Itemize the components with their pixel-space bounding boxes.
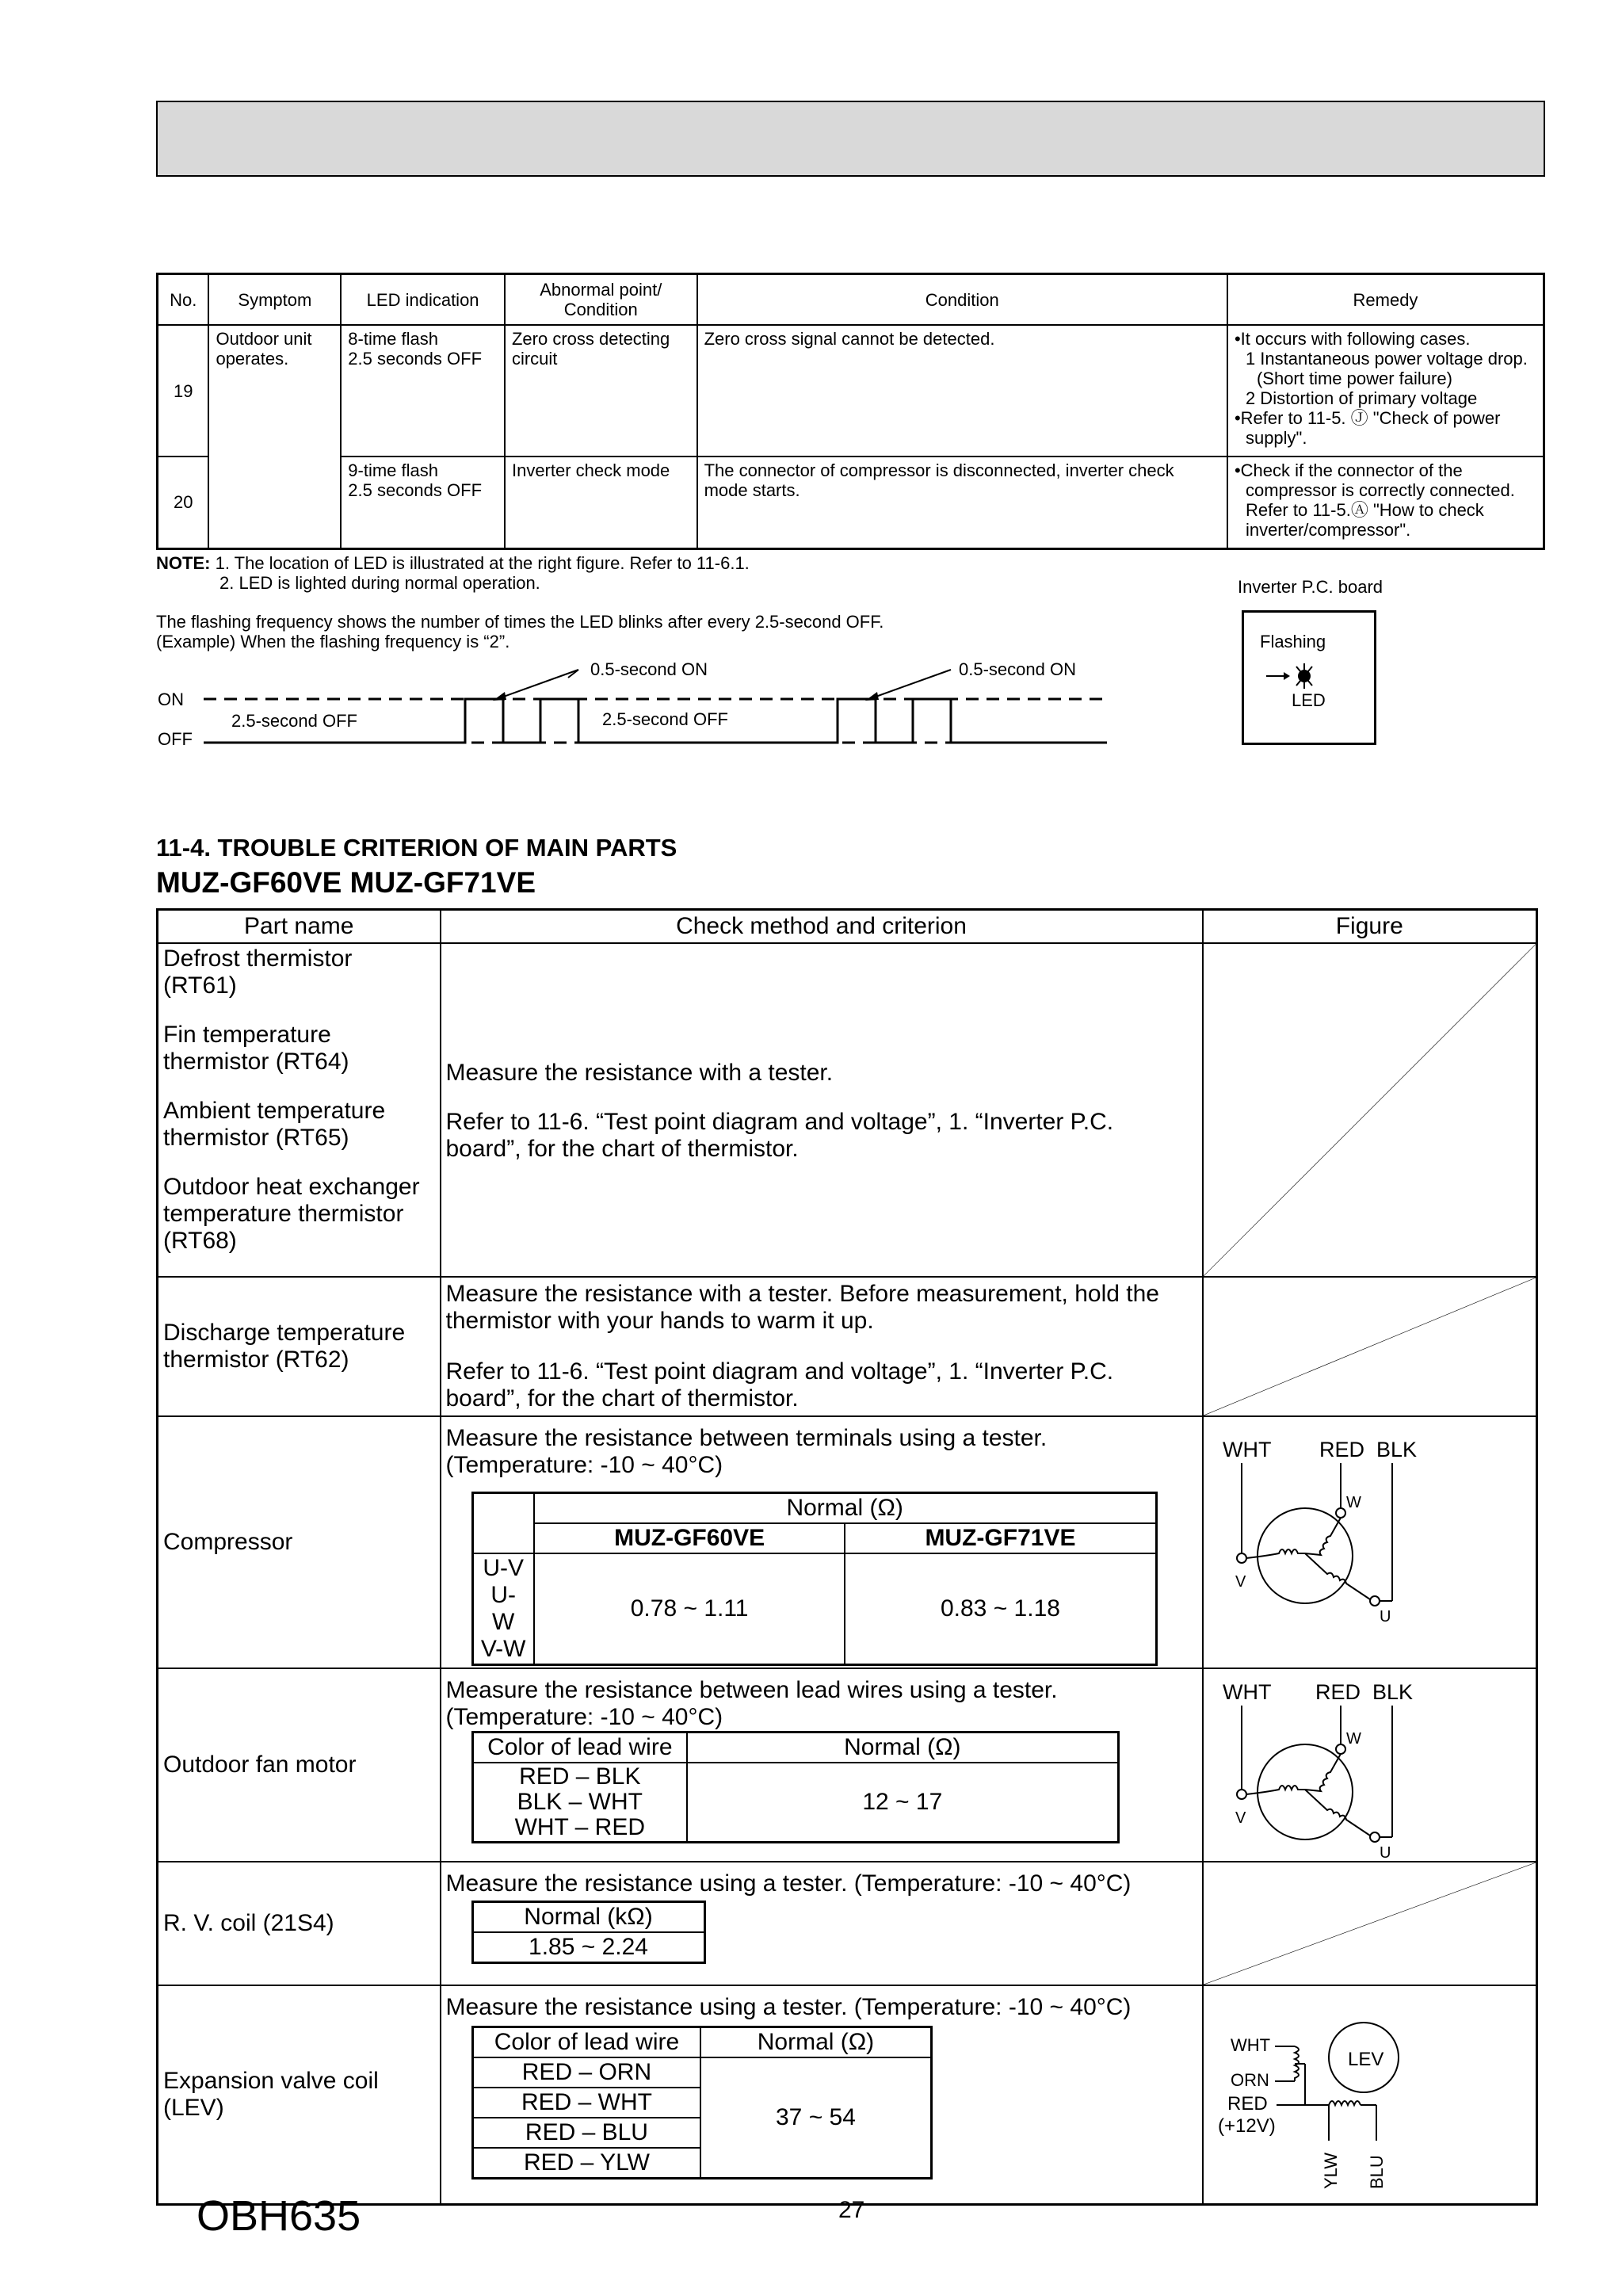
header-bar — [156, 101, 1545, 177]
led-cell: 9-time flash 2.5 seconds OFF — [341, 457, 505, 548]
svg-text:WHT: WHT — [1230, 2035, 1270, 2055]
svg-text:U: U — [1379, 1844, 1391, 1862]
svg-text:(+12V): (+12V) — [1217, 2115, 1276, 2137]
col-header: Figure — [1203, 910, 1537, 944]
table-row — [158, 325, 1544, 457]
led-figure-caption: Inverter P.C. board — [1238, 577, 1383, 597]
svg-text:RED: RED — [1227, 2093, 1268, 2115]
rv-resistance-table: Normal (kΩ) 1.85 ~ 2.24 — [471, 1901, 706, 1964]
col-header: Check method and criterion — [441, 910, 1203, 944]
table-row — [158, 943, 1537, 1277]
compressor-figure — [1203, 1416, 1537, 1668]
table-row — [158, 1862, 1537, 1985]
compressor-resistance-table: Normal (Ω) MUZ-GF60VE MUZ-GF71VE U-V U-W V-W 0.78 ~ 1.11 0.83 ~ 1.18 — [471, 1492, 1158, 1666]
table-row — [158, 1985, 1537, 2204]
svg-text:RED: RED — [1315, 1680, 1361, 1704]
on-duration-label: 0.5-second ON — [959, 659, 1076, 679]
svg-text:BLU: BLU — [1366, 2155, 1387, 2189]
svg-text:BLK: BLK — [1376, 1438, 1417, 1461]
abnormal-cell: Inverter check mode — [505, 457, 697, 548]
svg-text:V: V — [1235, 1573, 1246, 1591]
symptom-cell: Outdoor unit operates. — [208, 325, 341, 548]
part-name-cell: Discharge temperature thermistor (RT62) — [158, 1277, 441, 1416]
led-figure-box: Flashing LED — [1242, 610, 1376, 745]
lev-coil-diagram — [1204, 1986, 1538, 2205]
led-symptom-table — [156, 273, 1545, 550]
table-row — [158, 1416, 1537, 1668]
compressor-value-71: 0.83 ~ 1.18 — [845, 1553, 1156, 1665]
method-cell: Measure the resistance with a tester. Before measurement, hold the thermistor with your hands to warm it up. Refer to 11-6. “Test point diagram and voltage”, 1. “Inverter P.C. board”, for the chart of thermistor. — [441, 1277, 1203, 1416]
compressor-value-60: 0.78 ~ 1.11 — [534, 1553, 845, 1665]
col-header: Remedy — [1227, 274, 1544, 326]
fan-value: 12 ~ 17 — [687, 1763, 1118, 1843]
remedy-cell: •It occurs with following cases. 1 Instantaneous power voltage drop. (Short time power failure) 2 Distortion of primary voltage •Refer to 11-5. Ⓙ "Check of power supply". — [1227, 325, 1544, 457]
on-duration-label: 0.5-second ON — [590, 659, 708, 679]
document-code: OBH635 — [197, 2192, 361, 2240]
col-header: Abnormal point/ Condition — [505, 274, 697, 326]
svg-text:W: W — [1345, 1494, 1361, 1511]
page-number: 27 — [838, 2197, 865, 2223]
part-name-cell: Expansion valve coil (LEV) — [158, 1985, 441, 2204]
remedy-cell: •Check if the connector of the compressor is correctly connected. Refer to 11-5.Ⓐ "How to check inverter/compressor". — [1227, 457, 1544, 548]
svg-text:W: W — [1345, 1730, 1361, 1748]
model-title: MUZ-GF60VE MUZ-GF71VE — [156, 866, 536, 899]
row-no: 20 — [158, 457, 209, 548]
figure-cell-empty — [1203, 1277, 1537, 1416]
part-name-cell: R. V. coil (21S4) — [158, 1862, 441, 1985]
led-cell: 8-time flash 2.5 seconds OFF — [341, 325, 505, 457]
col-header: Part name — [158, 910, 441, 944]
off-duration-label: 2.5-second OFF — [602, 709, 728, 729]
on-label: ON — [158, 690, 184, 709]
svg-text:YLW: YLW — [1320, 2152, 1341, 2189]
table-header-row — [158, 274, 1544, 326]
part-name-cell: Outdoor fan motor — [158, 1668, 441, 1862]
part-name-cell: Defrost thermistor (RT61) Fin temperature thermistor (RT64) Ambient temperature thermistor (RT65) Outdoor heat exchanger temperature thermistor (RT68) — [158, 943, 441, 1277]
motor-winding-diagram — [1204, 1669, 1538, 1862]
trouble-criterion-table — [156, 908, 1538, 2206]
part-name-cell: Compressor — [158, 1416, 441, 1668]
svg-text:BLK: BLK — [1372, 1680, 1413, 1704]
table-row — [158, 457, 1544, 548]
method-cell: Measure the resistance using a tester. (Temperature: -10 ~ 40°C) Color of lead wire Normal (Ω) RED – ORN 37 ~ 54 RED – WHT RED – BLU RED – YLW — [441, 1985, 1203, 2204]
off-duration-label: 2.5-second OFF — [231, 711, 357, 731]
col-header: Condition — [697, 274, 1227, 326]
lev-resistance-table: Color of lead wire Normal (Ω) RED – ORN 37 ~ 54 RED – WHT RED – BLU RED – YLW — [471, 2026, 933, 2179]
figure-cell-empty — [1203, 943, 1537, 1277]
svg-text:WHT: WHT — [1222, 1438, 1271, 1461]
motor-winding-diagram — [1204, 1417, 1538, 1648]
svg-text:ORN: ORN — [1230, 2070, 1269, 2090]
svg-text:U: U — [1379, 1608, 1391, 1626]
lev-value: 37 ~ 54 — [700, 2057, 931, 2179]
off-label: OFF — [158, 729, 193, 749]
table-row — [158, 1668, 1537, 1862]
method-cell: Measure the resistance between lead wires using a tester. (Temperature: -10 ~ 40°C) Color of lead wire Normal (Ω) RED – BLK BLK – WHT WHT – RED 12 ~ 17 — [441, 1668, 1203, 1862]
method-cell: Measure the resistance with a tester. Refer to 11-6. “Test point diagram and voltage”, 1. “Inverter P.C. board”, for the chart of thermistor. — [441, 943, 1203, 1277]
col-header: Symptom — [208, 274, 341, 326]
abnormal-cell: Zero cross detecting circuit — [505, 325, 697, 457]
row-no: 19 — [158, 325, 209, 457]
condition-cell: The connector of compressor is disconnected, inverter check mode starts. — [697, 457, 1227, 548]
table-header-row — [158, 910, 1537, 944]
lev-figure — [1203, 1985, 1537, 2204]
rv-value: 1.85 ~ 2.24 — [472, 1932, 704, 1963]
method-cell: Measure the resistance between terminals using a tester. (Temperature: -10 ~ 40°C) Normal (Ω) MUZ-GF60VE MUZ-GF71VE U-V U-W V-W 0.78 ~ 1.11 0.83 ~ 1.18 — [441, 1416, 1203, 1668]
col-header: LED indication — [341, 274, 505, 326]
svg-text:V: V — [1235, 1809, 1246, 1827]
led-icon — [1266, 662, 1330, 690]
svg-text:WHT: WHT — [1222, 1680, 1271, 1704]
table-row — [158, 1277, 1537, 1416]
method-cell: Measure the resistance using a tester. (Temperature: -10 ~ 40°C) Normal (kΩ) 1.85 ~ 2.24 — [441, 1862, 1203, 1985]
section-title: 11-4. TROUBLE CRITERION OF MAIN PARTS — [156, 834, 677, 861]
svg-text:RED: RED — [1319, 1438, 1364, 1461]
note-block: NOTE: 1. The location of LED is illustrated at the right figure. Refer to 11-6.1. 2. LED is lighted during normal operation. The flashing frequency shows the number of times the LED blinks after every 2.5-second OFF. (Example) When the flashing frequency is “2”. — [156, 553, 884, 651]
condition-cell: Zero cross signal cannot be detected. — [697, 325, 1227, 457]
svg-text:LEV: LEV — [1347, 2049, 1383, 2070]
col-header: No. — [158, 274, 209, 326]
fan-figure — [1203, 1668, 1537, 1862]
figure-cell-empty — [1203, 1862, 1537, 1985]
fan-resistance-table: Color of lead wire Normal (Ω) RED – BLK BLK – WHT WHT – RED 12 ~ 17 — [471, 1731, 1120, 1843]
